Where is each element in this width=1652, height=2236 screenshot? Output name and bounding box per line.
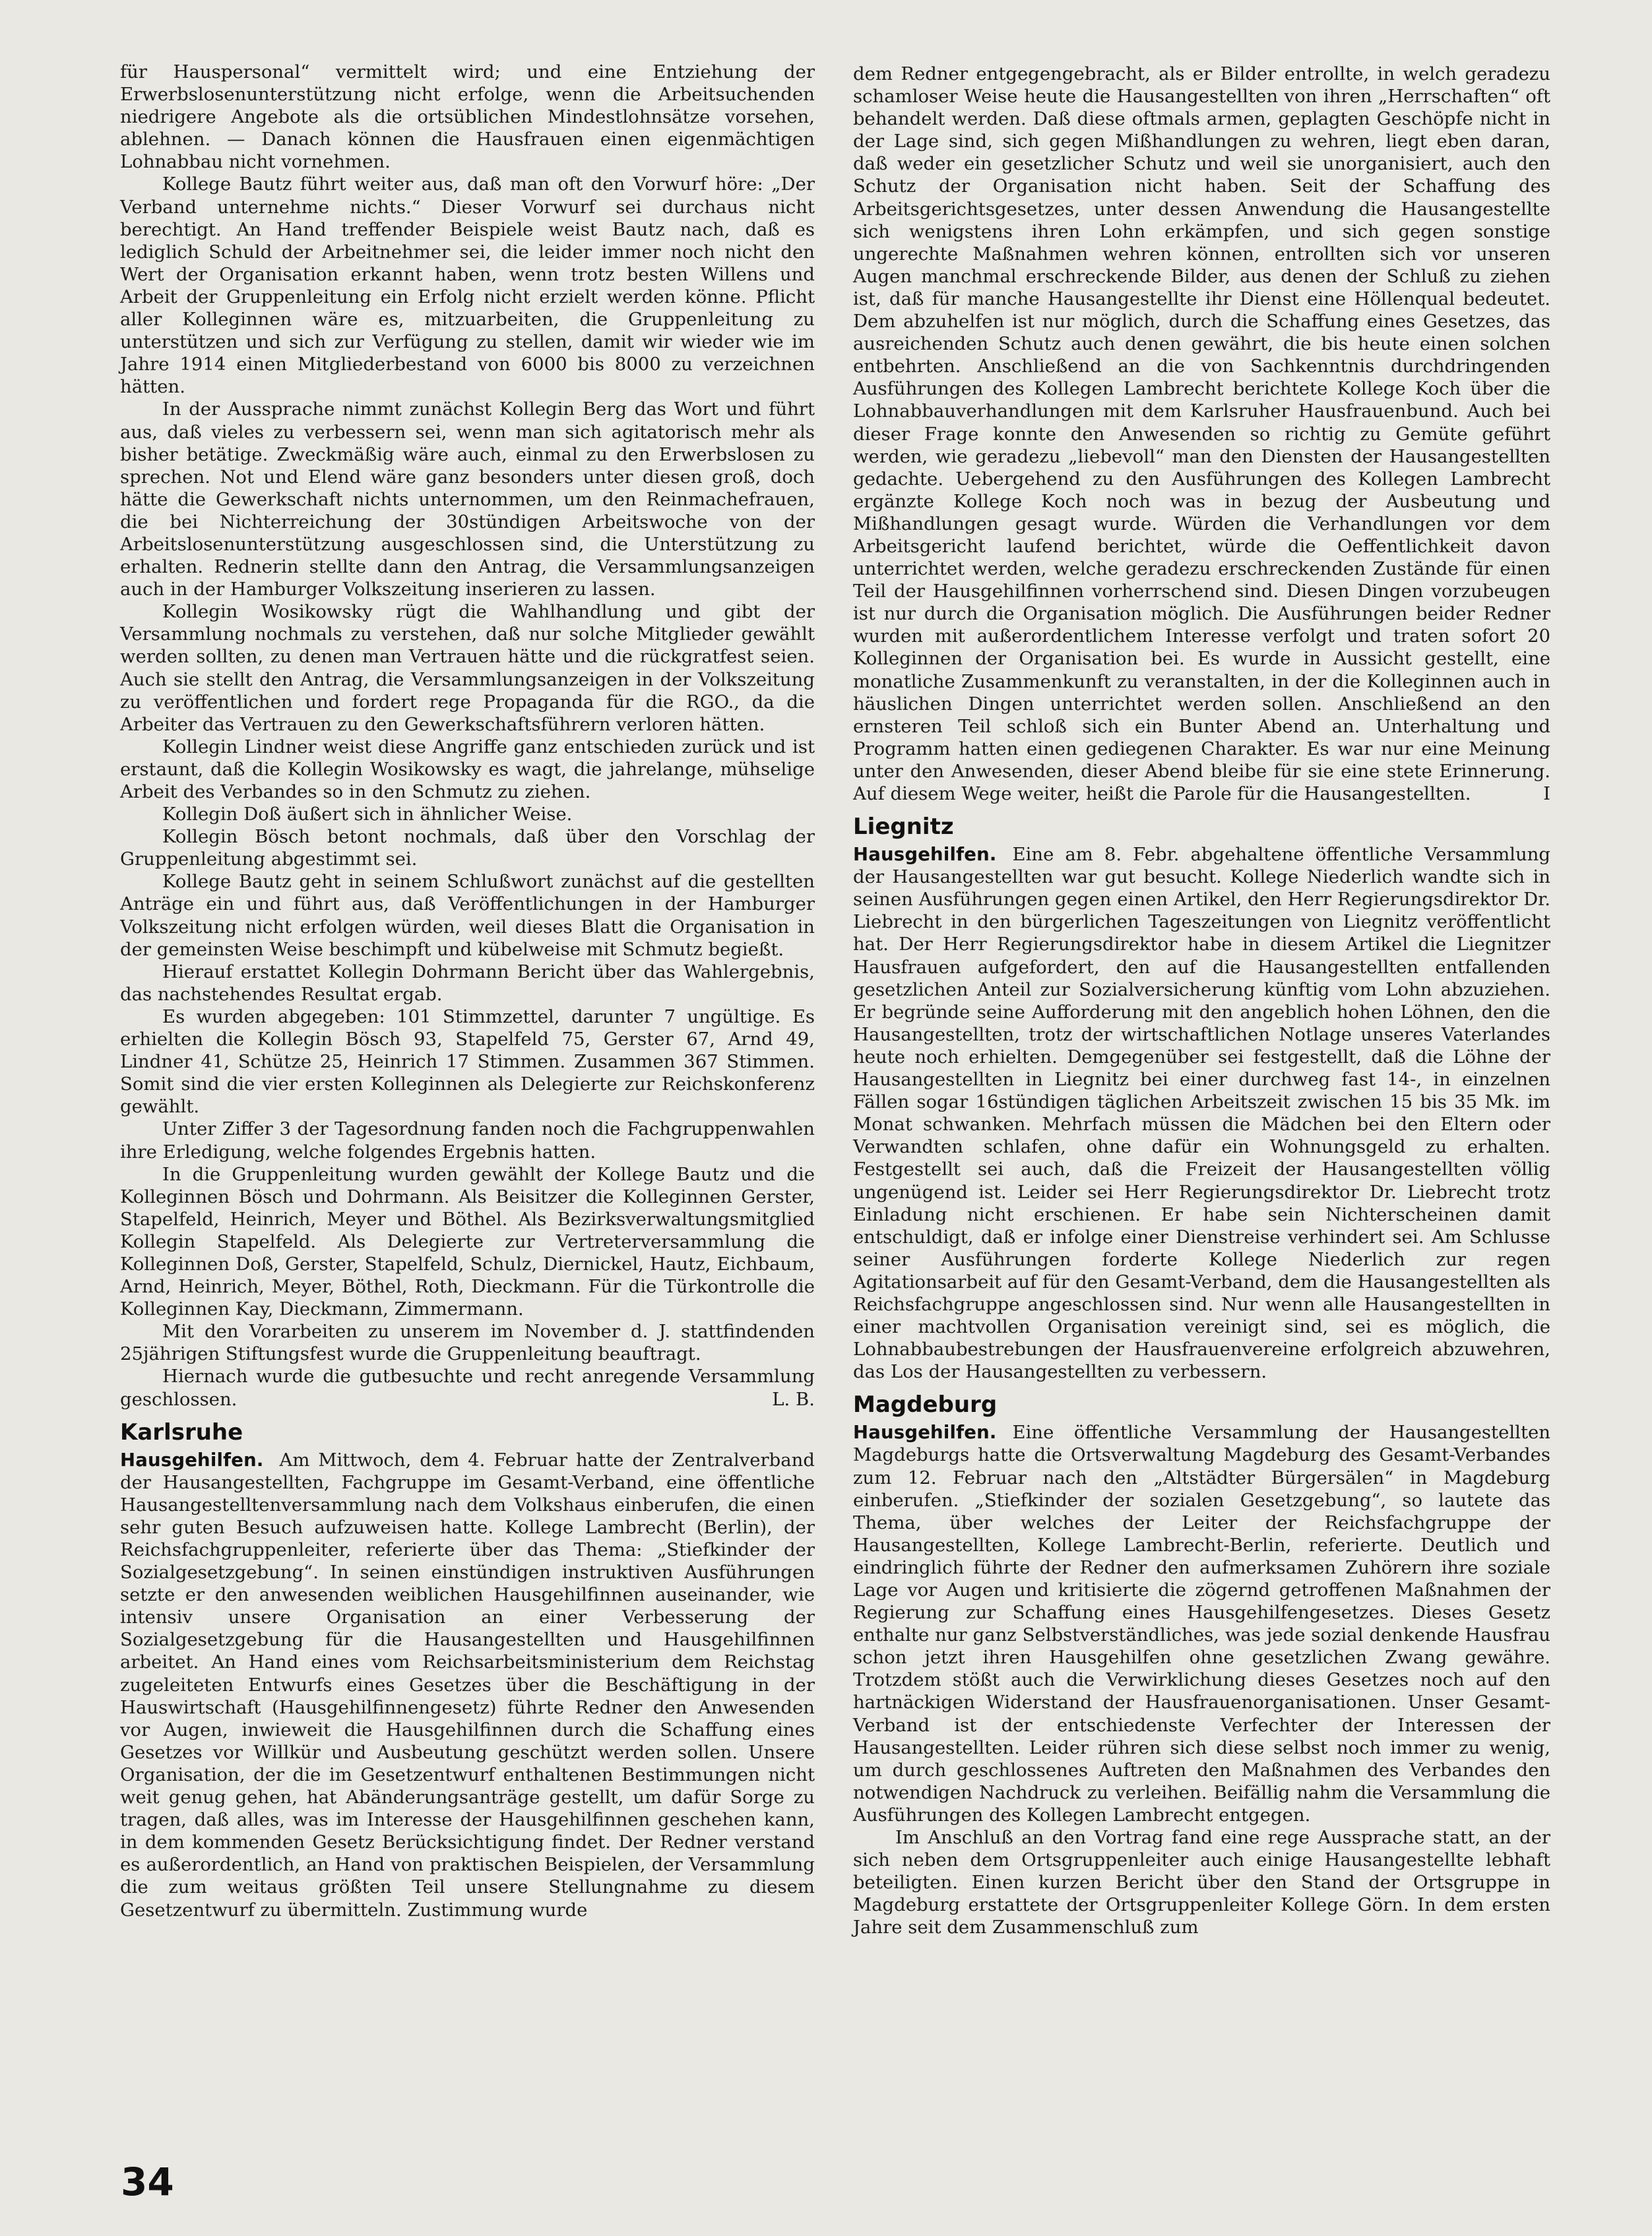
article-paragraph: [853, 63, 1550, 805]
paragraph-text: Eine am 8. Febr. abgehaltene öffentliche Versammlung der Hausangestellten war gut besucht. Kollege Niederlich wandte sich in seinen Ausführungen gegen einen Artikel, den Herr Regierungsdirektor Dr. Liebrecht in den bürgerlichen Tageszeitungen von Liegnitz veröffentlicht hat. Der Herr Regierungsdirektor habe in diesem Artikel die Liegnitzer Hausfrauen aufgefordert, den auf die Hausangestellten entfallenden gesetzlichen Anteil zur Sozialversicherung künftig vom Lohn abzuziehen. Er begründe seine Aufforderung mit den angeblich hohen Löhnen, den die Hausangestellten, trotz der wirtschaftlichen Notlage unseres Vaterlandes heute noch erhielten. Demgegenüber sei festgestellt, daß die Löhne der Hausangestellten in Liegnitz bei einer durchweg fast 14-, in einzelnen Fällen sogar 16stündigen täglichen Arbeitszeit zwischen 15 bis 35 Mk. im Monat schwanken. Mehrfach müssen die Mädchen bei den Eltern oder Verwandten schlafen, ohne dafür ein Wohnungsgeld zu erhalten. Festgestellt sei auch, daß die Freizeit der Hausangestellten völlig ungenügend ist. Leider sei Herr Regierungsdirektor Dr. Liebrecht trotz Einladung nicht erschienen. Er habe sein Nichterscheinen damit entschuldigt, daß er infolge einer Dienstreise verhindert sei. Am Schlusse seiner Ausführungen forderte Kollege Niederlich zur regen Agitationsarbeit auf für den Gesamt-Verband, dem die Hausangestellten als Reichsfachgruppe angeschlossen sind. Nur wenn alle Hausangestellten in einer machtvollen Organisation vereinigt sind, sei es möglich, die Lohnabbaubestrebungen der Hausfrauenvereine erfolgreich abzuwehren, das Los der Hausangestellten zu verbessern.: [853, 844, 1550, 1383]
section-heading-karlsruhe: Karlsruhe: [120, 1419, 243, 1446]
right-column: [853, 63, 1550, 1939]
article-paragraph: Unter Ziffer 3 der Tagesordnung fanden noch die Fachgruppenwahlen ihre Erledigung, welche folgendes Ergebnis hatten.: [120, 1118, 815, 1163]
article-paragraph: Kollege Bautz geht in seinem Schlußwort zunächst auf die gestellten Anträge ein und führt aus, daß Veröffentlichungen in der Hamburger Volkszeitung nicht erfolgen würden, weil dieses Blatt die Organisation in der gemeinsten Weise beschimpft und kübelweise mit Schmutz begießt.: [120, 871, 815, 960]
author-initials: L. B.: [772, 1388, 815, 1410]
section-heading-liegnitz: Liegnitz: [853, 814, 954, 841]
section-body-magdeburg: [853, 1421, 1550, 1938]
paragraph-text: Am Mittwoch, dem 4. Februar hatte der Zentralverband der Hausangestellten, Fachgruppe im Gesamt-Verband, eine öffentliche Hausangestelltenversammlung nach dem Volkshaus einberufen, die einen sehr guten Besuch aufzuweisen hatte. Kollege Lambrecht (Berlin), der Reichsfachgruppenleiter, referierte über das Thema: „Stiefkinder der Sozialgesetzgebung“. In seinen einstündigen instruktiven Ausführungen setzte er den anwesenden weiblichen Hausgehilfinnen auseinander, wie intensiv unsere Organisation an einer Verbesserung der Sozialgesetzgebung für die Hausangestellten und Hausgehilfinnen arbeitet. An Hand eines vom Reichsarbeitsministerium dem Reichstag zugeleiteten Entwurfs eines Gesetzes über die Beschäftigung in der Hauswirtschaft (Hausgehilfinnengesetz) führte Redner den Anwesenden vor Augen, inwieweit die Hausgehilfinnen durch die Schaffung eines Gesetzes vor Willkür und Ausbeutung geschützt werden sollen. Unsere Organisation, der die im Gesetzentwurf enthaltenen Bestimmungen nicht weit genug gehen, hat Abänderungsanträge gestellt, um dafür Sorge zu tragen, daß alles, was im Interesse der Hausgehilfinnen geschehen kann, in dem kommenden Gesetz Berücksichtigung findet. Der Redner verstand es außerordentlich, an Hand von praktischen Beispielen, der Versammlung die zum weitaus größten Teil unsere Stellungnahme zu diesem Gesetzentwurf zu übermitteln. Zustimmung wurde: [120, 1449, 815, 1921]
section-body-karlsruhe: [120, 1449, 815, 1921]
article-paragraph: In der Aussprache nimmt zunächst Kollegin Berg das Wort und führt aus, daß vieles zu verbessern sei, wenn man sich agitatorisch mehr als bisher betätige. Zweckmäßig wäre auch, einmal zu den Erwerbslosen zu sprechen. Not und Elend wäre ganz besonders unter diesen groß, doch hätte die Gewerkschaft nichts unternommen, um den Reinmachefrauen, die bei Nichterreichung der 30stündigen Arbeitswoche von der Arbeitslosenunterstützung ausgeschlossen sind, die Unterstützung zu erhalten. Rednerin stellte dann den Antrag, die Versammlungsanzeigen auch in der Hamburger Volkszeitung inserieren zu lassen.: [120, 399, 815, 600]
article-paragraph: [120, 1449, 815, 1921]
page-number: 34: [121, 2159, 174, 2204]
article-paragraph: für Hauspersonal“ vermittelt wird; und eine Entziehung der Erwerbslosenunterstützung nicht erfolge, wenn die Arbeitsuchenden niedrigere Angebote als die ortsüblichen Mindestlohnsätze vorsehen, ablehnen. — Danach können die Hausfrauen einen eigenmächtigen Lohnabbau nicht vornehmen.: [120, 61, 815, 173]
subheading: Hausgehilfen.: [853, 844, 997, 866]
section-heading-magdeburg: Magdeburg: [853, 1391, 998, 1419]
article-paragraph: Es wurden abgegeben: 101 Stimmzettel, darunter 7 ungültige. Es erhielten die Kollegin Bösch 93, Stapelfeld 75, Gerster 67, Arnd 49, Lindner 41, Schütze 25, Heinrich 17 Stimmen. Zusammen 367 Stimmen. Somit sind die vier ersten Kolleginnen als Delegierte zur Reichskonferenz gewählt.: [120, 1006, 815, 1118]
paragraph-text: Eine öffentliche Versammlung der Hausangestellten Magdeburgs hatte die Ortsverwaltung Magdeburg des Gesamt-Verbandes zum 12. Februar nach den „Altstädter Bürgersälen“ in Magdeburg einberufen. „Stiefkinder der sozialen Gesetzgebung“, so lautete das Thema, über welches der Leiter der Reichsfachgruppe der Hausangestellten, Kollege Lambrecht-Berlin, referierte. Deutlich und eindringlich führte der Redner den aufmerksamen Zuhörern ihre soziale Lage vor Augen und kritisierte die zögernd getroffenen Maßnahmen der Regierung zur Schaffung eines Hausgehilfengesetzes. Dieses Gesetz enthalte nur ganz Selbstverständliches, was jede sozial denkende Hausfrau schon jetzt ihren Hausgehilfen ohne gesetzlichen Zwang gewähre. Trotzdem stößt auch die Verwirklichung dieses Gesetzes noch auf den hartnäckigen Widerstand der Hausfrauenorganisationen. Unser Gesamt-Verband ist der entschiedenste Verfechter der Interessen der Hausangestellten. Leider rühren sich diese selbst noch immer zu wenig, um durch geschlossenes Auftreten den Maßnahmen des Verbandes den notwendigen Nachdruck zu verleihen. Beifällig nahm die Versammlung die Ausführungen des Kollegen Lambrecht entgegen.: [853, 1422, 1550, 1826]
article-paragraph: Im Anschluß an den Vortrag fand eine rege Aussprache statt, an der sich neben dem Ortsgruppenleiter auch einige Hausangestellte lebhaft beteiligten. Einen kurzen Bericht über den Stand der Ortsgruppe in Magdeburg erstattete der Ortsgruppenleiter Kollege Görn. In dem ersten Jahre seit dem Zusammenschluß zum: [853, 1827, 1550, 1938]
paragraph-text: dem Redner entgegengebracht, als er Bilder entrollte, in welch geradezu schamloser Weise heute die Hausangestellten von ihren „Herrschaften“ oft behandelt werden. Daß diese oftmals armen, geplagten Geschöpfe nicht in der Lage sind, sich gegen Mißhandlungen zu wehren, liegt eben daran, daß weder ein gesetzlicher Schutz und weil sie unorganisiert, auch den Schutz der Organisation nicht haben. Seit der Schaffung des Arbeitsgerichtsgesetzes, unter dessen Anwendung die Hausangestellte sich wenigstens ihren Lohn erkämpfen, und sich gegen sonstige ungerechte Maßnahmen wehren können, entrollten sich vor unseren Augen manchmal erschreckende Bilder, aus denen der Schluß zu ziehen ist, daß für manche Hausangestellte ihr Dienst eine Höllenqual bedeutet. Dem abzuhelfen ist nur möglich, durch die Schaffung eines Gesetzes, das ausreichenden Schutz auch denen gewährt, die bis heute einen solchen entbehrten. Anschließend an die von Sachkenntnis durchdringenden Ausführungen des Kollegen Lambrecht berichtete Kollege Koch über die Lohnabbauverhandlungen mit dem Karlsruher Hausfrauenbund. Auch bei dieser Frage konnte den Anwesenden so richtig zu Gemüte geführt werden, wie geradezu „liebevoll“ man den Diensten der Hausangestellten gedachte. Uebergehend zu den Ausführungen des Kollegen Lambrecht ergänzte Kollege Koch noch was in bezug der Ausbeutung und Mißhandlungen gesagt wurde. Würden die Verhandlungen vor dem Arbeitsgericht laufend berichtet, würde die Oeffentlichkeit davon unterrichtet werden, welche geradezu erschreckenden Zustände für einen Teil der Hausgehilfinnen vorherrschend sind. Diesen Dingen vorzubeugen ist nur durch die Organisation möglich. Die Ausführungen beider Redner wurden mit außerordentlichem Interesse verfolgt und traten sofort 20 Kolleginnen der Organisation bei. Es wurde in Aussicht gestellt, eine monatliche Zusammenkunft zu veranstalten, in der die Kolleginnen auch in häuslichen Dingen unterrichtet werden sollen. Anschließend an den ernsteren Teil schloß sich ein Bunter Abend an. Unterhaltung und Programm hatten einen gediegenen Charakter. Es war nur eine Meinung unter den Anwesenden, dieser Abend bleibe für sie eine stete Erinnerung. Auf diesem Wege weiter, heißt die Parole für die Hausangestellten.: [853, 63, 1550, 804]
left-column: [120, 61, 815, 1921]
section-body-liegnitz: [853, 843, 1550, 1383]
article-paragraph: [853, 843, 1550, 1383]
closing-text: Hiernach wurde die gutbesuchte und recht anregende Versammlung geschlossen.: [120, 1366, 815, 1410]
article-paragraph: Kollegin Doß äußert sich in ähnlicher Weise.: [162, 804, 573, 825]
article-paragraph: Kollege Bautz führt weiter aus, daß man oft den Vorwurf höre: „Der Verband unternehme nichts.“ Dieser Vorwurf sei durchaus nicht berechtigt. An Hand treffender Beispiele weist Bautz nach, daß es lediglich Schuld der Arbeitnehmer sei, die leider immer noch nicht den Wert der Organisation erkannt haben, wenn trotz besten Willens und Arbeit der Gruppenleitung ein Erfolg nicht erzielt werden könne. Pflicht aller Kolleginnen wäre es, mitzuarbeiten, die Gruppenleitung zu unterstützen und sich zur Verfügung zu stellen, damit wir wieder wie im Jahre 1914 einen Mitgliederbestand von 6000 bis 8000 zu verzeichnen hätten.: [120, 174, 815, 398]
article-paragraph: Kollegin Bösch betont nochmals, daß über den Vorschlag der Gruppenleitung abgestimmt sei.: [120, 826, 815, 870]
closing-paragraph: [120, 1365, 815, 1410]
article-paragraph: Mit den Vorarbeiten zu unserem im November d. J. stattfindenden 25jährigen Stiftungsfest wurde die Gruppenleitung beauftragt.: [120, 1321, 815, 1365]
article-paragraph: [853, 1421, 1550, 1826]
article-paragraph: Kollegin Wosikowsky rügt die Wahlhandlung und gibt der Versammlung nochmals zu verstehen, daß nur solche Mitglieder gewählt werden sollten, zu denen man Vertrauen hätte und die rückgratfest seien. Auch sie stellt den Antrag, die Versammlungsanzeigen in der Volkszeitung zu veröffentlichen und fordert rege Propaganda für die RGO., da die Arbeiter das Vertrauen zu den Gewerkschaftsführern verloren hätten.: [120, 601, 815, 735]
subheading: Hausgehilfen.: [120, 1449, 264, 1471]
article-paragraph: Hierauf erstattet Kollegin Dohrmann Bericht über das Wahlergebnis, das nachstehendes Resultat ergab.: [120, 961, 815, 1005]
article-paragraph: Kollegin Lindner weist diese Angriffe ganz entschieden zurück und ist erstaunt, daß die Kollegin Wosikowsky es wagt, die jahrelange, mühselige Arbeit des Verbandes so in den Schmutz zu ziehen.: [120, 736, 815, 802]
subheading: Hausgehilfen.: [853, 1422, 997, 1444]
tail-mark: I: [1543, 783, 1550, 804]
article-paragraph: In die Gruppenleitung wurden gewählt der Kollege Bautz und die Kolleginnen Bösch und Dohrmann. Als Beisitzer die Kolleginnen Gerster, Stapelfeld, Heinrich, Meyer und Böthel. Als Bezirksverwaltungsmitglied Kollegin Stapelfeld. Als Delegierte zur Vertreterversammlung die Kolleginnen Doß, Gerster, Stapelfeld, Schulz, Diernickel, Hautz, Eichbaum, Arnd, Heinrich, Meyer, Böthel, Roth, Dieckmann. Für die Türkontrolle die Kolleginnen Kay, Dieckmann, Zimmermann.: [120, 1163, 815, 1320]
